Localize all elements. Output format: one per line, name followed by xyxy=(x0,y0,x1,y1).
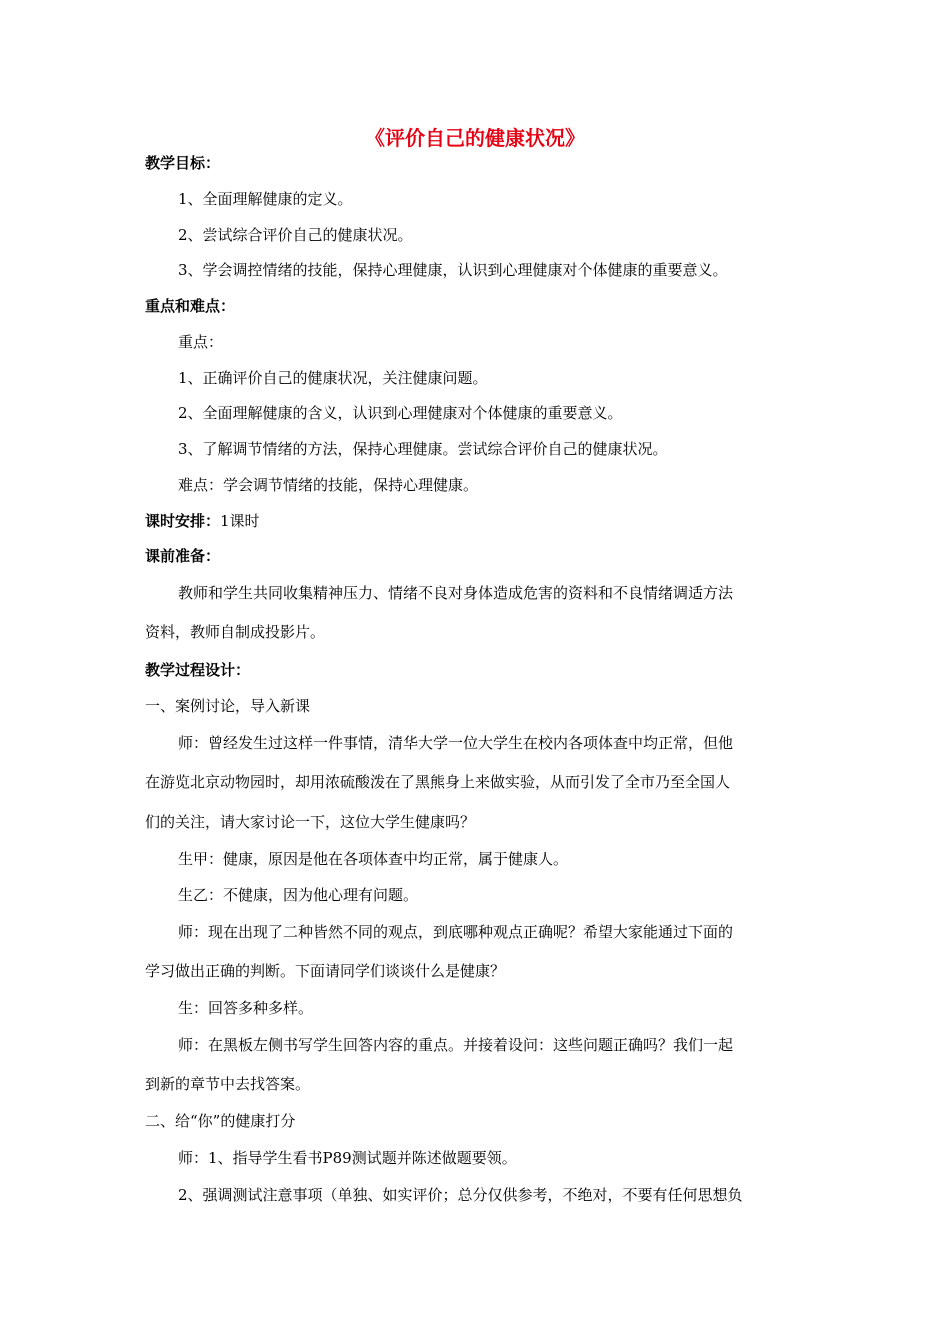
preparation-line-1: 教师和学生共同收集精神压力、情绪不良对身体造成危害的资料和不良情绪调适方法 xyxy=(178,584,734,602)
student-b-line: 生乙：不健康，因为他心理有问题。 xyxy=(178,886,419,904)
preparation-line-2: 资料，教师自制成投影片。 xyxy=(145,623,326,641)
preparation-heading: 课前准备： xyxy=(145,547,221,565)
schedule-heading: 课时安排： xyxy=(145,512,221,530)
section2-item-1: 师：1、指导学生看书P89测试题并陈述做题要领。 xyxy=(178,1149,517,1167)
objective-item-3: 3、学会调控情绪的技能，保持心理健康，认识到心理健康对个体健康的重要意义。 xyxy=(178,261,728,279)
student-a-line: 生甲：健康，原因是他在各项体查中均正常，属于健康人。 xyxy=(178,850,569,868)
process-heading: 教学过程设计： xyxy=(145,661,251,679)
section1-title: 一、案例讨论，导入新课 xyxy=(145,697,311,715)
key-point-item-2: 2、全面理解健康的含义，认识到心理健康对个体健康的重要意义。 xyxy=(178,404,623,422)
key-point-item-1: 1、正确评价自己的健康状况，关注健康问题。 xyxy=(178,369,488,387)
teacher1-line-3: 们的关注，请大家讨论一下，这位大学生健康吗？ xyxy=(145,813,476,831)
difficulty-text: 难点：学会调节情绪的技能，保持心理健康。 xyxy=(178,476,479,494)
schedule-line xyxy=(145,510,815,532)
document-title: 《评价自己的健康状况》 xyxy=(365,126,585,150)
teacher1-line-2: 在游览北京动物园时，却用浓硫酸泼在了黑熊身上来做实验，从而引发了全市乃至全国人 xyxy=(145,773,731,791)
key-point-item-3: 3、了解调节情绪的方法，保持心理健康。尝试综合评价自己的健康状况。 xyxy=(178,440,668,458)
section2-item-2: 2、强调测试注意事项（单独、如实评价；总分仅供参考，不绝对，不要有任何思想负 xyxy=(178,1186,743,1204)
teacher2-line-1: 师：现在出现了二种皆然不同的观点，到底哪种观点正确呢？希望大家能通过下面的 xyxy=(178,923,734,941)
teacher2-line-2: 学习做出正确的判断。下面请同学们谈谈什么是健康？ xyxy=(145,962,506,980)
objectives-heading: 教学目标： xyxy=(145,154,221,172)
objective-item-2: 2、尝试综合评价自己的健康状况。 xyxy=(178,226,413,244)
schedule-value: 1课时 xyxy=(220,512,260,530)
teacher1-line-1: 师：曾经发生过这样一件事情，清华大学一位大学生在校内各项体查中均正常，但他 xyxy=(178,734,734,752)
key-points-heading: 重点和难点： xyxy=(145,297,236,315)
teacher3-line-1: 师：在黑板左侧书写学生回答内容的重点。并接着设问：这些问题正确吗？我们一起 xyxy=(178,1036,734,1054)
student-c-line: 生：回答多种多样。 xyxy=(178,999,314,1017)
section2-title: 二、给“你”的健康打分 xyxy=(145,1112,296,1130)
teacher3-line-2: 到新的章节中去找答案。 xyxy=(145,1075,311,1093)
key-points-subheading: 重点： xyxy=(178,333,224,351)
objective-item-1: 1、全面理解健康的定义。 xyxy=(178,190,353,208)
